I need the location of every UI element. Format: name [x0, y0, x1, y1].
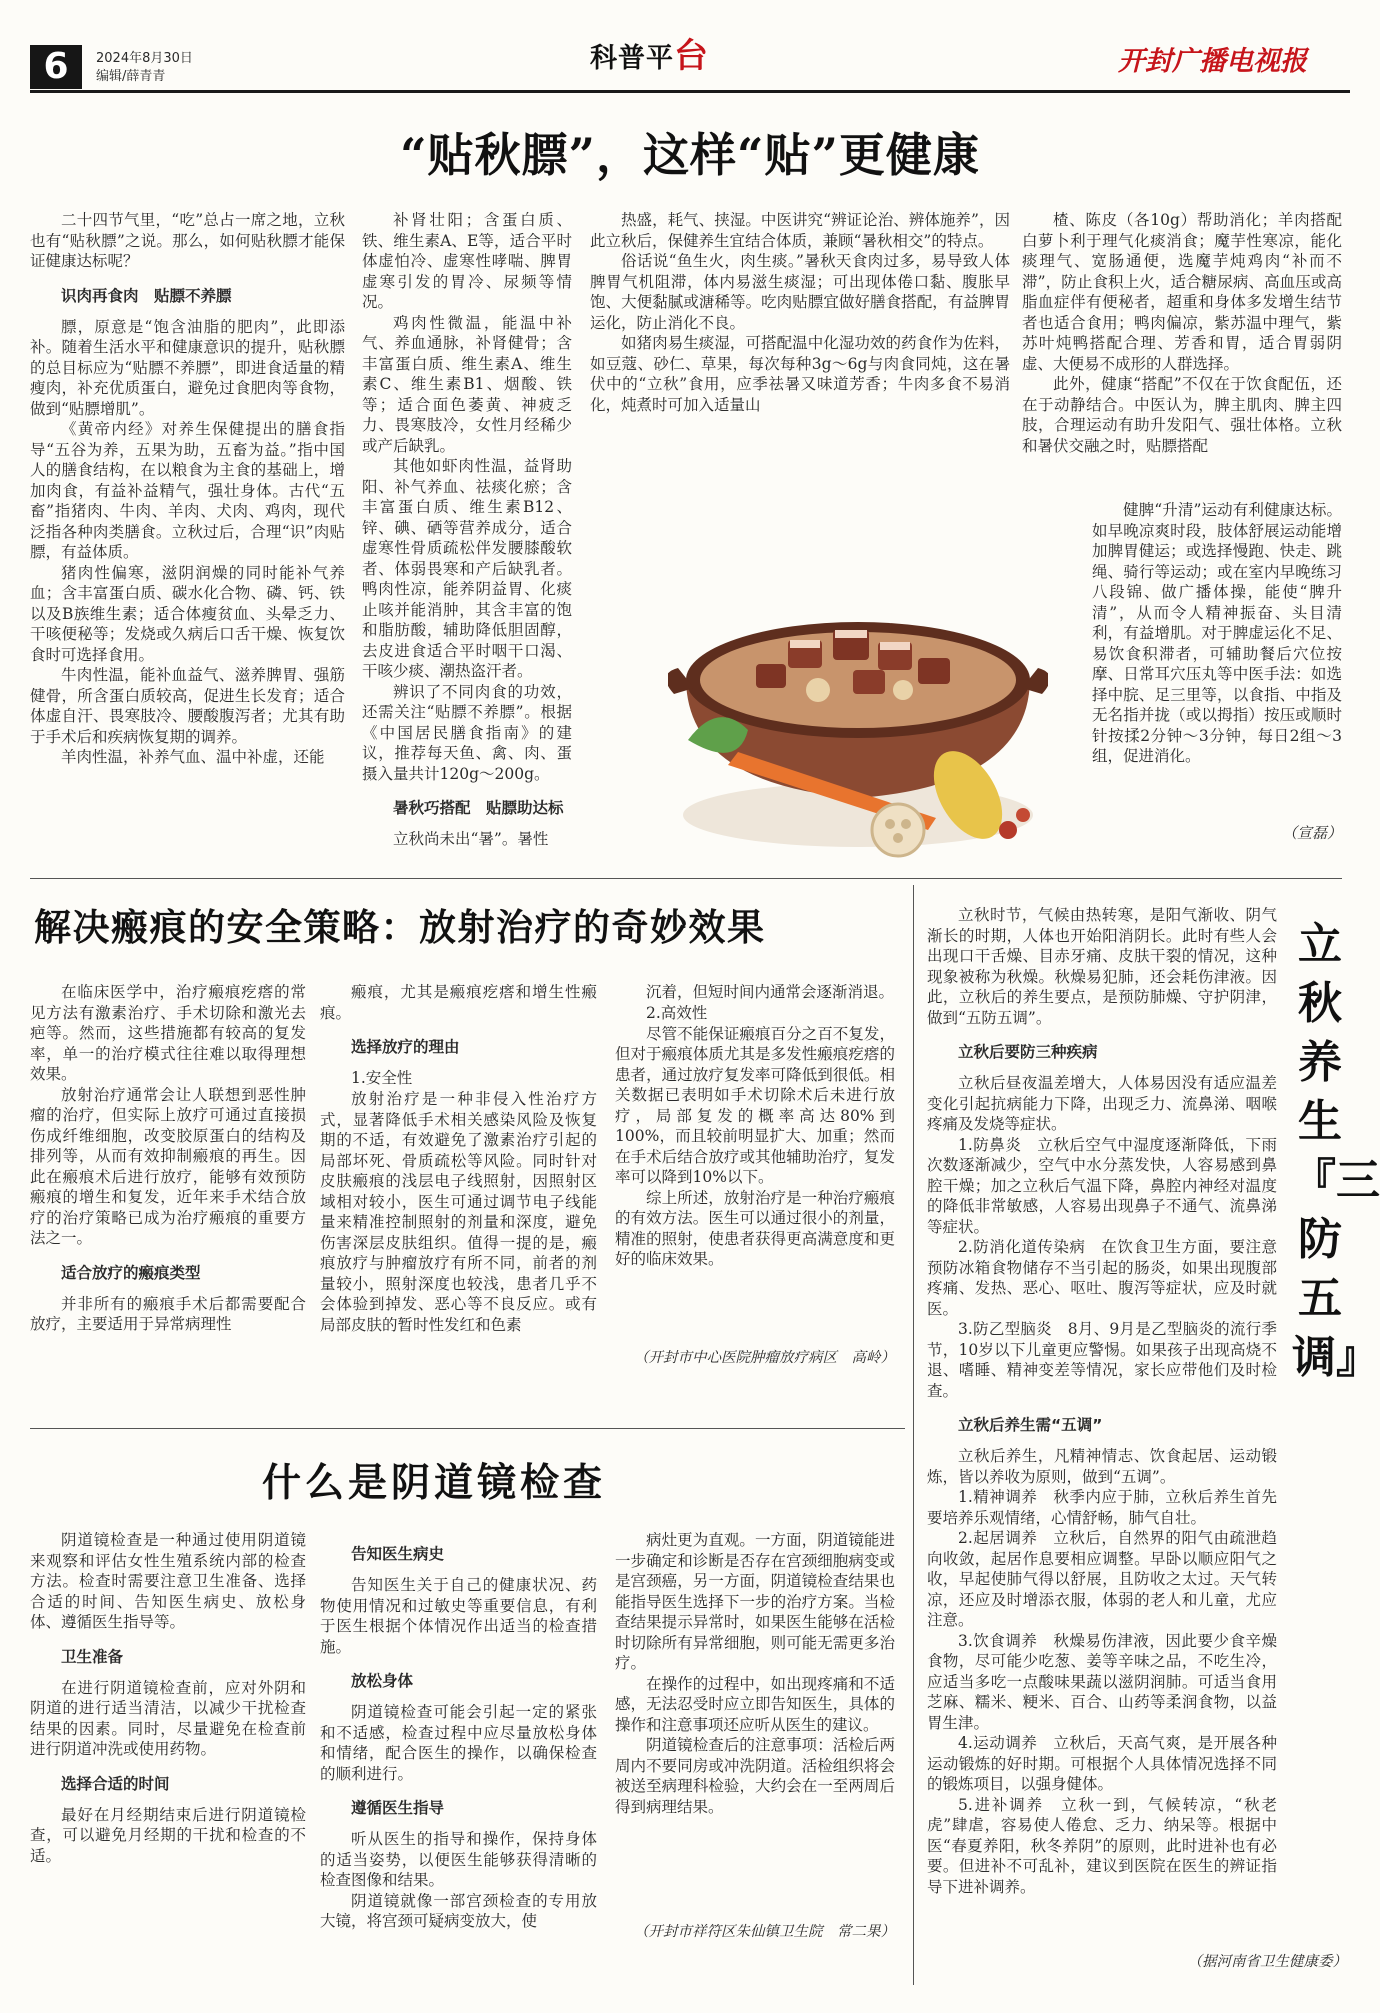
paragraph: 健脾“升清”运动有利健康达标。如早晚凉爽时段，肢体舒展运动能增加脾胃健运；或选择慢跑、快走、跳绳、骑行等运动；或在室内早晚练习八段锦、做广播体操，能使“脾升清”，从而令人精神振奋、头目清利，有益增肌。对于脾虚运化不足、易饮食积滞者，可辅助餐后穴位按摩、日常耳穴压丸等中医手法：如选择中脘、足三里等，以食指、中指及无名指并拢（或以拇指）按压或顺时针按揉2分钟～3分钟，每日2组～3组，促进消化。 [1092, 501, 1342, 765]
paragraph: 2.防消化道传染病 在饮食卫生方面，要注意预防冰箱食物储存不当引起的肠炎，如果出现腹部疼痛、发热、恶心、呕吐、腹泻等症状，应及时就医。 [927, 1238, 1277, 1318]
article-2-col-1 [30, 982, 306, 1402]
paragraph: 尽管不能保证瘢痕百分之百不复发，但对于瘢痕体质尤其是多发性瘢痕疙瘩的患者，通过放疗复发率可降低到很低。相关数据已表明如手术切除术后未进行放疗，局部复发的概率高达80%到100%，而且较前明显扩大、加重；然而在手术后结合放疗或其他辅助治疗，复发率可以降到10%以下。 [615, 1024, 895, 1186]
paragraph: 阴道镜就像一部宫颈检查的专用放大镜，将宫颈可疑病变放大，使 [320, 1891, 597, 1930]
paragraph: 3.饮食调养 秋燥易伤津液，因此要少食辛燥食物，尽可能少吃葱、姜等辛味之品，不吃生冷，应适当多吃一点酸味果蔬以滋阴润肺。可适当食用芝麻、糯米、粳米、百合、山药等柔润食物，以益胃生津。 [927, 1631, 1277, 1732]
red-date [999, 821, 1017, 839]
paragraph: 立秋尚未出“暑”。暑性 [393, 830, 549, 848]
article-2-title: 解决瘢痕的安全策略：放射治疗的奇妙效果 [34, 906, 766, 949]
paragraph: 综上所述，放射治疗是一种治疗瘢痕的有效方法。医生可以通过很小的剂量，精准的照射，使患者获得更高满意度和更好的临床效果。 [615, 1188, 895, 1268]
paragraph: 病灶更为直观。一方面，阴道镜能进一步确定和诊断是否存在宫颈细胞病变或是宫颈癌，另一方面，阴道镜检查结果也能指导医生选择下一步的治疗方案。当检查结果提示异常时，如果医生能够在活检时切除所有异常细胞，则可能无需更多治疗。 [615, 1531, 895, 1672]
paragraph: 3.防乙型脑炎 8月、9月是乙型脑炎的流行季节，10岁以下儿童更应警惕。如果孩子出现高烧不退、嗜睡、精神变差等情况，家长应带他们及时检查。 [927, 1320, 1277, 1400]
article-4-body [927, 905, 1277, 1945]
paragraph: 补肾壮阳；含蛋白质、铁、维生素A、E等，适合平时体虚怕冷、虚寒性哮喘、脾胃虚寒引发的胃冷、尿频等情况。 [362, 211, 572, 311]
section-heading: 放松身体 [351, 1672, 414, 1690]
column-divider [913, 885, 914, 1985]
section-heading: 适合放疗的瘢痕类型 [61, 1263, 201, 1282]
paragraph: 2.起居调养 立秋后，自然界的阳气由疏泄趋向收敛，起居作息要相应调整。早卧以顺应阳气之收，早起使肺气得以舒展，且防收之太过。天气转凉，还应及时增添衣服，体弱的老人和儿童，尤应注意。 [927, 1529, 1277, 1629]
article-2-col-3 [615, 982, 895, 1327]
paragraph: 放射治疗通常会让人联想到恶性肿瘤的治疗，但实际上放疗可通过直接损伤成纤维细胞，改变胶原蛋白的结构及排列等，从而有效抑制瘢痕的再生。因此在瘢痕术后进行放疗，能够有效预防瘢痕的增生和复发，近年来手术结合放疗的治疗策略已成为治疗瘢痕的重要方法之一。 [30, 1085, 306, 1247]
article-1-col-4b [1092, 500, 1342, 830]
section-heading: 识肉再食肉 贴膘不养膘 [61, 286, 232, 305]
paragraph: 此外，健康“搭配”不仅在于饮食配伍，还在于动静结合。中医认为，脾主肌肉、脾主四肢，合理运动有助升发阳气、强壮体格。立秋和暑伏交融之时，贴膘搭配 [1022, 375, 1342, 455]
article-3-col-3 [615, 1530, 895, 1930]
lotus-slice [806, 678, 830, 702]
section-heading: 遵循医生指导 [351, 1799, 445, 1817]
lotus-root [872, 804, 924, 856]
section-heading: 立秋后要防三种疾病 [958, 1043, 1098, 1061]
paragraph: 并非所有的瘢痕手术后都需要配合放疗，主要适用于异常病理性 [30, 1294, 306, 1333]
paragraph: 辨识了不同肉食的功效，还需关注“贴膘不养膘”。根据《中国居民膳食指南》的建议，推荐每天鱼、禽、肉、蛋摄入量共计120g～200g。 [362, 682, 572, 783]
article-1-author: （宣磊） [1281, 824, 1342, 842]
paragraph: 瘢痕，尤其是瘢痕疙瘩和增生性瘢痕。 [320, 983, 597, 1022]
column-title-a: 科普平 [590, 43, 674, 74]
article-1-title: “贴秋膘”，这样“贴”更健康 [400, 128, 980, 182]
paragraph: 俗话说“鱼生火，肉生痰。”暑秋天食肉过多，易导致人体脾胃气机阻滞，体内易滋生痰湿；可出现体倦口黏、腹胀早饱、大便黏腻或溏稀等。吃肉贴膘宜做好膳食搭配，有益脾胃运化，防止消化不良。 [590, 252, 1010, 332]
paragraph: 《黄帝内经》对养生保健提出的膳食指导“五谷为养，五果为助，五畜为益。”指中国人的膳食结构，在以粮食为主食的基础上，增加肉食，有益补益精气，强壮身体。古代“五畜”指猪肉、牛肉、羊肉、犬肉、鸡肉，现代泛指各种肉类膳食。立秋过后，合理“识”肉贴膘，有益体质。 [30, 420, 345, 561]
column-title-b: 台 [674, 36, 709, 76]
paragraph: 二十四节气里，“吃”总占一席之地，立秋也有“贴秋膘”之说。那么，如何贴秋膘才能保证健康达标呢？ [30, 211, 345, 270]
section-heading: 立秋后养生需“五调” [958, 1416, 1103, 1434]
article-1-col-1 [30, 210, 345, 860]
page-number: 6 [30, 45, 82, 89]
paragraph: 立秋后昼夜温差增大，人体易因没有适应温差变化引起抗病能力下降，出现乏力、流鼻涕、咽喉疼痛及发烧等症状。 [927, 1074, 1277, 1133]
paragraph: 在进行阴道镜检查前，应对外阴和阴道的进行适当清洁，以减少干扰检查结果的因素。同时，尽量避免在检查前进行阴道冲洗或使用药物。 [30, 1678, 306, 1758]
newspaper-name: 开封广播电视报 [1118, 46, 1307, 77]
column-title [590, 36, 709, 79]
section-divider-2 [30, 1428, 905, 1429]
paragraph: 猪肉性偏寒，滋阴润燥的同时能补气养血；含丰富蛋白质、碳水化合物、磷、钙、铁以及B族维生素；适合体瘦贫血、头晕乏力、干咳便秘等；发烧或久病后口舌干燥、恢复饮食时可选择食用。 [30, 563, 345, 664]
paragraph: 如猪肉易生痰湿，可搭配温中化湿功效的药食作为佐料，如豆蔻、砂仁、草果，每次每种3g～6g与肉食同炖，这在暑伏中的“立秋”食用，应季祛暑又味道芳香；牛肉多食不易消化，炖煮时可加入适量山 [590, 334, 1010, 414]
section-divider-1 [30, 878, 1342, 879]
article-4-title: 立秋养生『三防五调』 [1292, 919, 1380, 1383]
editor-name: 编辑/薛青青 [96, 69, 166, 84]
paragraph: 立秋时节，气候由热转寒，是阳气渐收、阴气渐长的时期，人体也开始阳消阴长。此时有些人会出现口干舌燥、目赤牙痛、皮肤干裂的情况，这种现象被称为秋燥。秋燥易犯肺，还会耗伤津液。因此，立秋后的养生要点，是预防肺燥、守护阴津，做到“五防五调”。 [927, 906, 1277, 1027]
paragraph: 告知医生关于自己的健康状况、药物使用情况和过敏史等重要信息，有利于医生根据个体情况作出适当的检查措施。 [320, 1576, 597, 1656]
paragraph: 阴道镜检查是一种通过使用阴道镜来观察和评估女性生殖系统内部的检查方法。检查时需要注意卫生准备、选择合适的时间、告知医生病史、放松身体、遵循医生指导等。 [30, 1531, 306, 1631]
header-rule [30, 90, 1350, 93]
paragraph: 听从医生的指导和操作，保持身体的适当姿势，以便医生能够获得清晰的检查图像和结果。 [320, 1830, 597, 1889]
paragraph: 鸡肉性微温，能温中补气、养血通脉，补肾健骨；含丰富蛋白质、维生素A、维生素C、维生素B1、烟酸、铁等；适合面色萎黄、神疲乏力、畏寒肢冷，女性月经稀少或产后缺乳。 [362, 313, 572, 455]
article-4-author: （据河南省卫生健康委） [1187, 1954, 1347, 1970]
paragraph: 阴道镜检查后的注意事项：活检后两周内不要同房或冲洗阴道。活检组织将会被送至病理科检验，大约会在一至两周后得到病理结果。 [615, 1736, 895, 1816]
section-heading: 卫生准备 [61, 1647, 124, 1666]
paragraph: 其他如虾肉性温，益肾助阳、补气养血、祛痰化瘀；含丰富蛋白质、维生素B12、锌、碘、硒等营养成分，适合虚寒性骨质疏松伴发腰膝酸软者、体弱畏寒和产后缺乳者。鸭肉性凉，能养阴益胃、化痰止咳并能消肿，其含丰富的饱和脂肪酸，辅助降低胆固醇，去皮进食适合平时咽干口渴、干咳少痰、潮热盗汗者。 [362, 457, 572, 680]
article-3-col-1 [30, 1530, 306, 1980]
paragraph: 立秋后养生，凡精神情志、饮食起居、运动锻炼，皆以养收为原则，做到“五调”。 [927, 1447, 1277, 1486]
article-3-author: （开封市祥符区朱仙镇卫生院 常二果） [634, 1924, 895, 1940]
paragraph: 1.防鼻炎 立秋后空气中湿度逐渐降低，下雨次数逐渐减少，空气中水分蒸发快，人容易感到鼻腔干燥；加之立秋后气温下降，鼻腔内神经对温度的降低非常敏感，人容易出现鼻子不通气、流鼻涕等症状。 [927, 1135, 1277, 1236]
paragraph: 4.运动调养 立秋后，天高气爽，是开展各种运动锻炼的好时期。可根据个人具体情况选择不同的锻炼项目，以强身健体。 [927, 1734, 1277, 1793]
section-heading: 告知医生病史 [351, 1545, 445, 1563]
section-heading: 暑秋巧搭配 贴膘助达标 [393, 799, 564, 817]
paragraph: 5.进补调养 立秋一到，气候转凉，“秋老虎”肆虐，容易使人倦怠、乏力、纳呆等。根据中医“春夏养阳，秋冬养阴”的原则，此时进补也有必要。但进补不可乱补，建议到医院在医生的辨证指导下进补调养。 [927, 1795, 1277, 1896]
paragraph: 最好在月经期结束后进行阴道镜检查，可以避免月经期的干扰和检查的不适。 [30, 1805, 306, 1865]
paragraph: 热盛，耗气、挟湿。中医讲究“辨证论治、辨体施养”，因此立秋后，保健养生宜结合体质，兼顾“暑秋相交”的特点。 [590, 211, 1010, 250]
paragraph: 牛肉性温，能补血益气、滋养脾胃、强筋健骨，所含蛋白质较高，促进生长发育；适合体虚自汗、畏寒肢冷、腰酸腹泻者；尤其有助于手术后和疾病恢复期的调养。 [30, 666, 345, 746]
article-1-col-3 [590, 210, 1010, 505]
section-heading: 选择放疗的理由 [351, 1038, 460, 1056]
article-3-title: 什么是阴道镜检查 [262, 1461, 607, 1506]
paragraph: 阴道镜检查可能会引起一定的紧张和不适感，检查过程中应尽量放松身体和情绪，配合医生的操作，以确保检查的顺利进行。 [320, 1703, 597, 1783]
stew-pot-illustration [668, 530, 1048, 860]
paragraph: 楂、陈皮（各10g）帮助消化；羊肉搭配白萝卜利于理气化痰消食；魔芋性寒凉，能化痰理气、宽肠通便，选魔芋炖鸡肉“补而不滞”，防止食积上火，适合糖尿病、高血压或高脂血症伴有便秘者，超重和身体多发增生结节者也适合食用；鸭肉偏凉，紫苏温中理气，紫苏叶炖鸭搭配合理、芳香和胃，适合胃弱阴虚、大便易不成形的人群选择。 [1022, 211, 1342, 373]
sub-heading: 1.安全性 [351, 1069, 413, 1087]
paragraph: 羊肉性温，补养气血、温中补虚，还能 [61, 748, 325, 766]
article-3-col-2 [320, 1530, 597, 1980]
sub-heading: 2.高效性 [646, 1003, 708, 1022]
issue-date: 2024年8月30日 [96, 51, 193, 66]
article-2-col-2 [320, 982, 597, 1402]
paragraph: 膘，原意是“饱含油脂的肥肉”，此即添补。随着生活水平和健康意识的提升，贴秋膘的总目标应为“贴膘不养膘”，即进食适量的精瘦肉，补充优质蛋白，避免过食肥肉等食物，做到“贴膘增肌”。 [30, 317, 345, 418]
paragraph: 沉着，但短时间内通常会逐渐消退。 [646, 983, 895, 1001]
paragraph: 1.精神调养 秋季内应于肺，立秋后养生首先要培养乐观情绪，心情舒畅，肺气自壮。 [927, 1488, 1277, 1527]
article-2-author: （开封市中心医院肿瘤放疗病区 高岭） [634, 1350, 895, 1366]
paragraph: 在临床医学中，治疗瘢痕疙瘩的常见方法有激素治疗、手术切除和激光去疤等。然而，这些措施都有较高的复发率，单一的治疗模式往往难以取得理想效果。 [30, 983, 306, 1083]
paragraph: 在操作的过程中，如出现疼痛和不适感，无法忍受时应立即告知医生，具体的操作和注意事项还应听从医生的建议。 [615, 1674, 895, 1734]
section-heading: 选择合适的时间 [61, 1774, 170, 1793]
article-1-col-2 [362, 210, 572, 860]
article-1-col-4 [1022, 210, 1342, 500]
paragraph: 放射治疗是一种非侵入性治疗方式，显著降低手术相关感染风险及恢复期的不适，有效避免了激素治疗引起的局部坏死、骨质疏松等风险。同时针对皮肤瘢痕的浅层电子线照射，因照射区域相对较小，医生可通过调节电子线能量来精准控制照射的剂量和深度，避免伤害深层皮肤组织。值得一提的是，瘢痕放疗与肿瘤放疗有所不同，前者的剂量较小，照射深度也较浅，患者几乎不会体验到掉发、恶心等不良反应。或有局部皮肤的暂时性发红和色素 [320, 1090, 597, 1334]
